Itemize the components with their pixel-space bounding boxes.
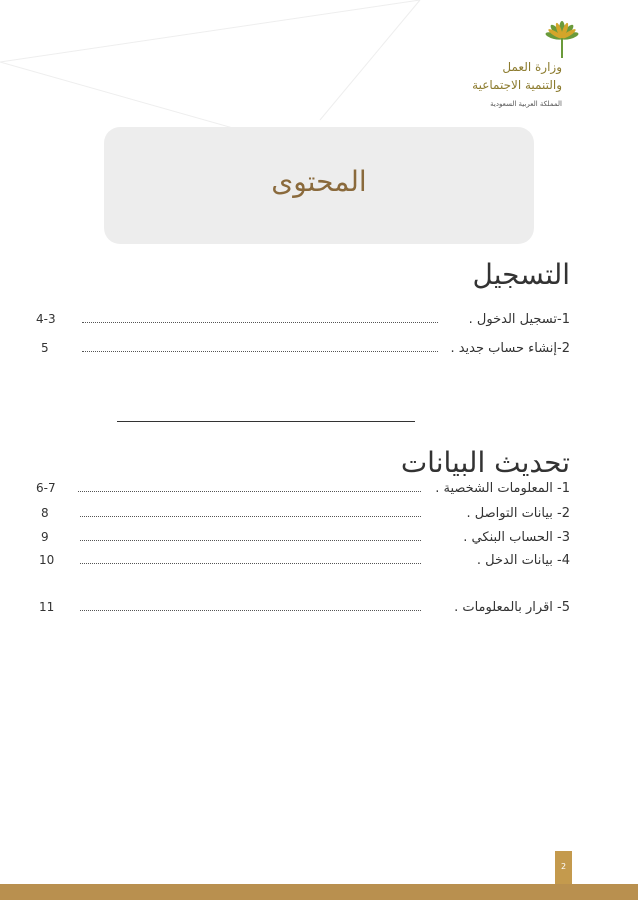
toc-label: 1- المعلومات الشخصية . [435,481,570,496]
section-title-update-data: تحديث البيانات [400,446,570,479]
toc-leader [80,563,421,564]
section-divider [117,421,415,422]
section-title-registration: التسجيل [472,258,570,291]
toc-row[interactable] [0,481,638,501]
toc-label: 2- بيانات التواصل . [466,506,570,521]
toc-leader [80,540,421,541]
toc-row[interactable] [0,506,638,526]
toc-page: 4-3 [36,312,56,326]
toc-row[interactable] [0,312,638,332]
title-box [104,127,534,244]
toc-leader [80,610,421,611]
footer-bar [0,884,638,900]
toc-page: 10 [39,553,55,567]
toc-row[interactable] [0,600,638,620]
logo-text-line2: والتنمية الاجتماعية [472,78,562,92]
toc-row[interactable] [0,341,638,361]
toc-page: 5 [41,341,49,355]
toc-page: 11 [39,600,55,614]
toc-leader [82,322,438,323]
palm-tree-icon [542,20,582,60]
toc-label: 5- اقرار بالمعلومات . [454,600,570,615]
page-number: 2 [560,862,567,871]
toc-label: 2-إنشاء حساب جديد . [450,341,570,356]
logo-text-line1: وزارة العمل [502,60,562,74]
page-title: المحتوى [271,165,367,198]
toc-label: 4- بيانات الدخل . [476,553,570,568]
toc-page: 8 [41,506,49,520]
toc-leader [78,491,421,492]
toc-row[interactable] [0,553,638,573]
toc-leader [82,351,438,352]
toc-label: 3- الحساب البنكي . [463,530,570,545]
toc-row[interactable] [0,530,638,550]
toc-page: 6-7 [36,481,56,495]
toc-page: 9 [41,530,49,544]
logo-text-line3: المملكة العربية السعودية [490,100,562,108]
toc-label: 1-تسجيل الدخول . [468,312,570,327]
ministry-logo [472,20,592,108]
toc-leader [80,516,421,517]
